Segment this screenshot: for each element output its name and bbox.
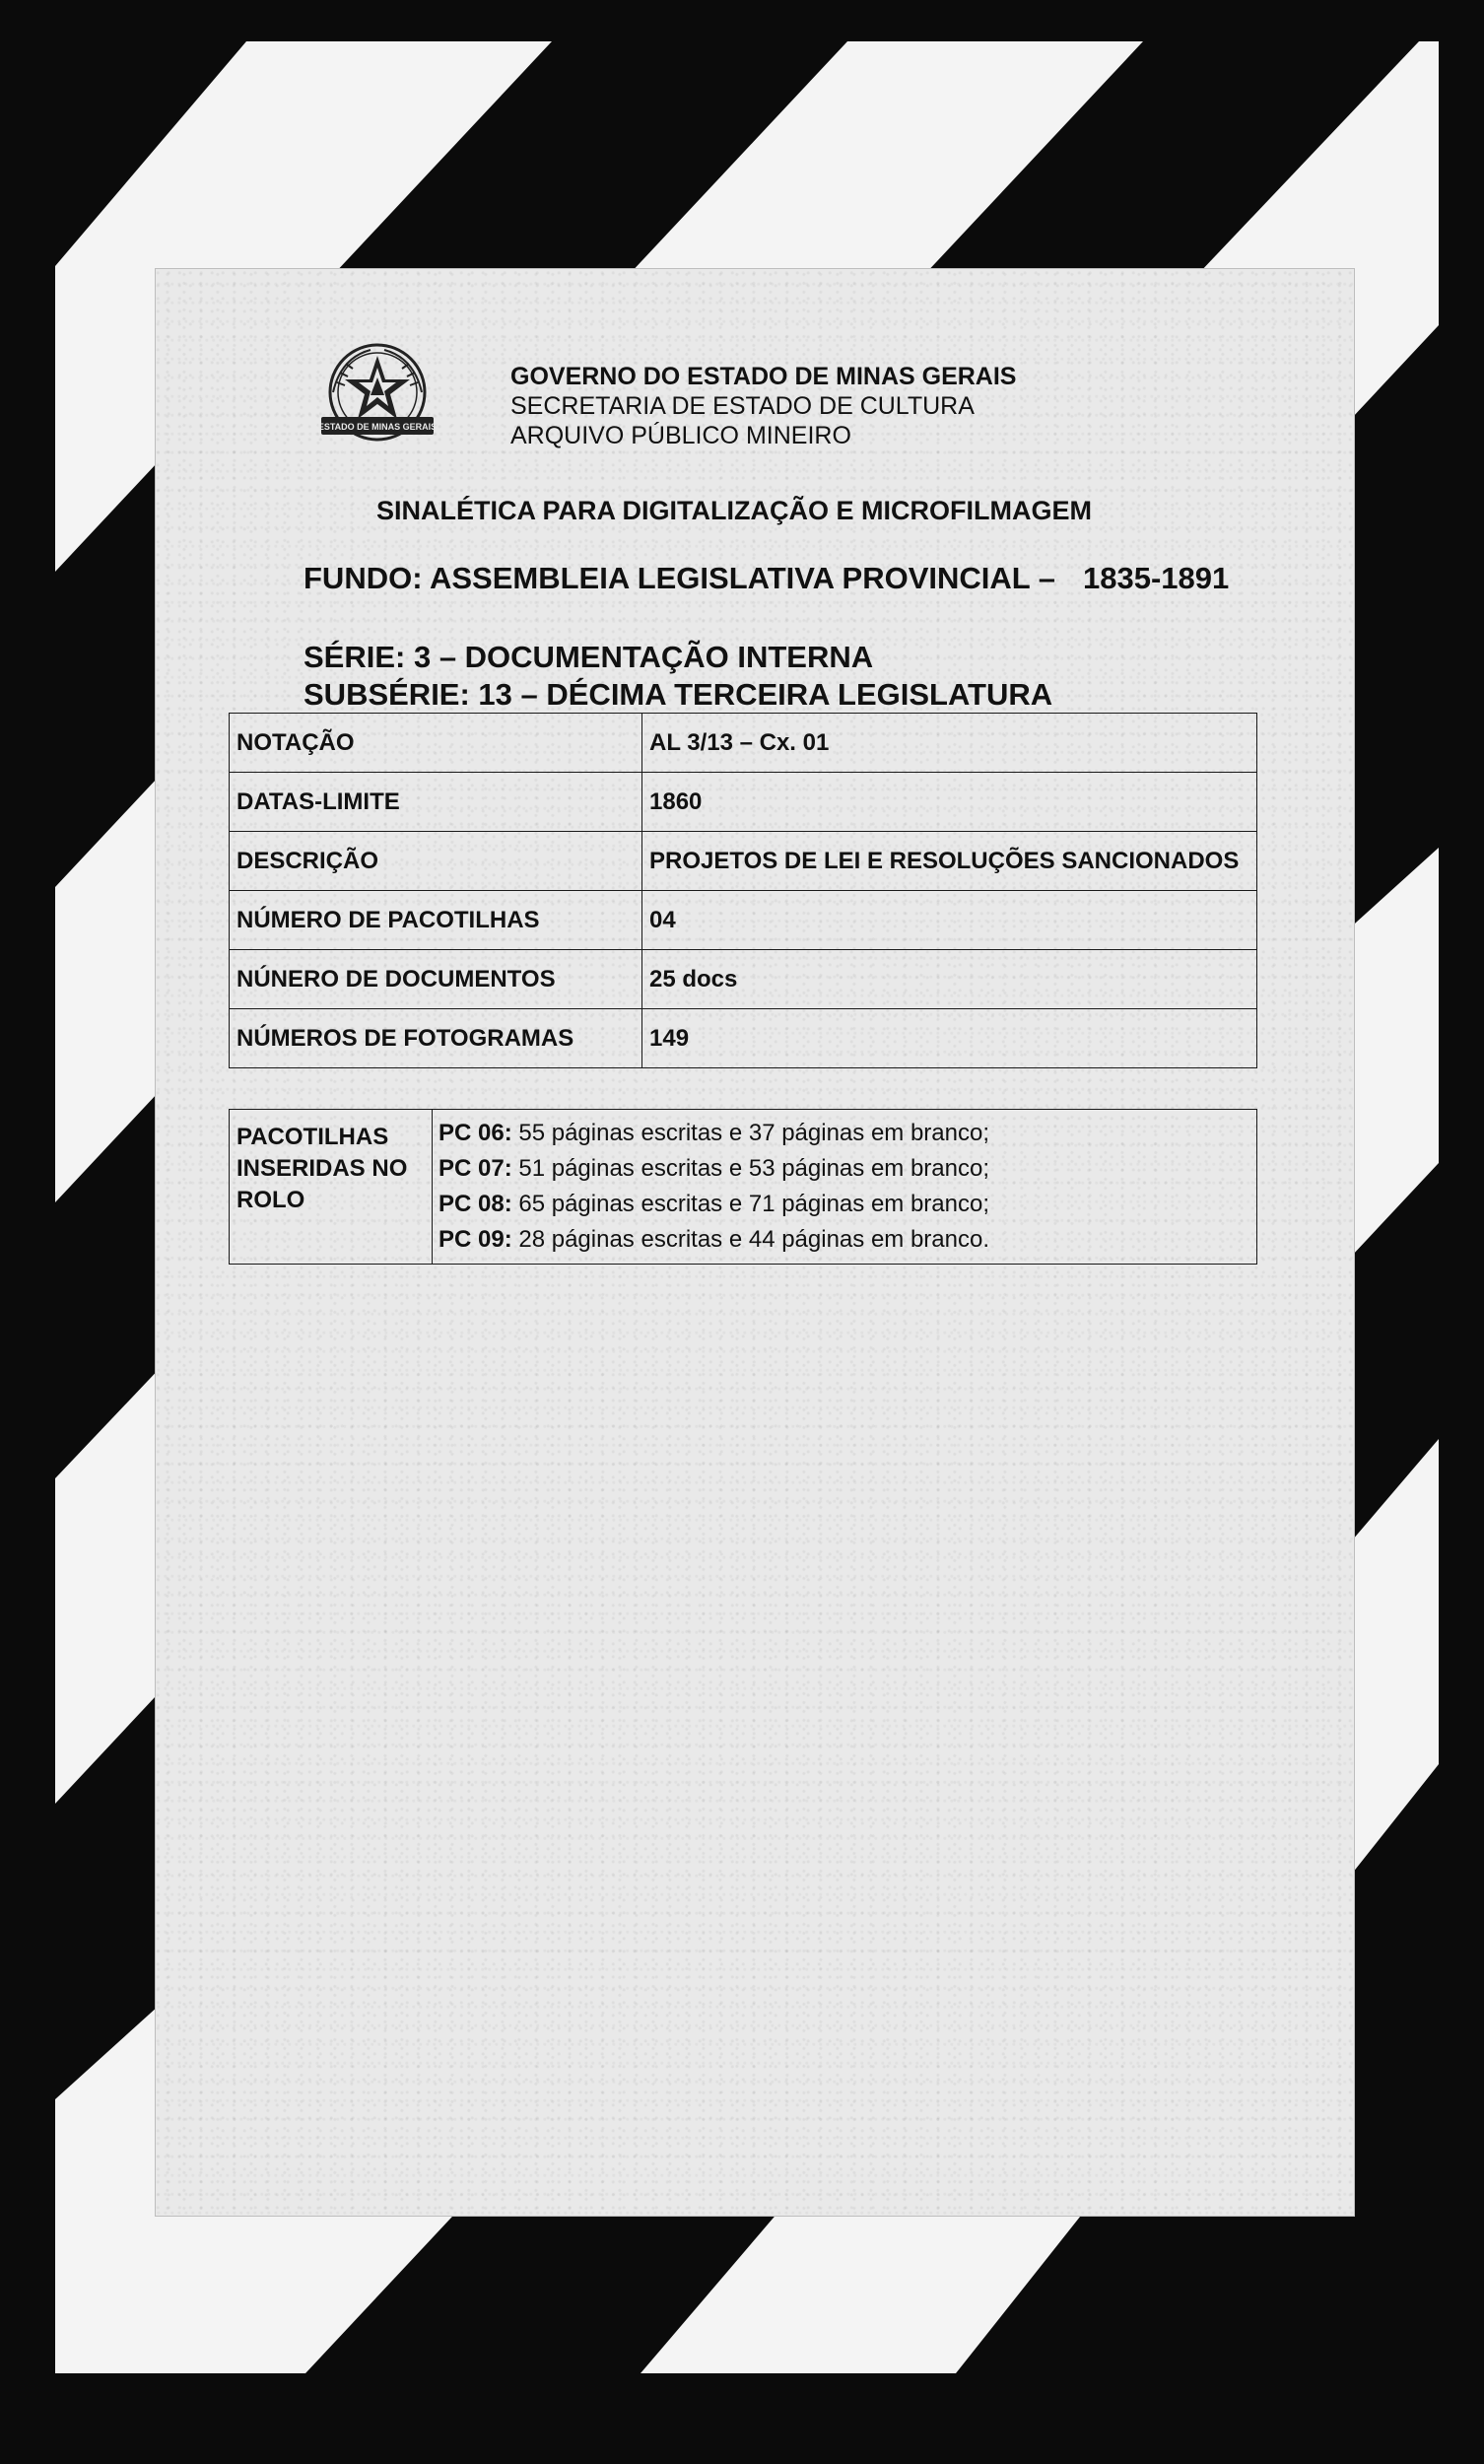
- fundo-label: FUNDO: ASSEMBLEIA LEGISLATIVA PROVINCIAL –: [304, 561, 1055, 595]
- field-label: NÚMEROS DE FOTOGRAMAS: [230, 1009, 642, 1068]
- serie-line: SÉRIE: 3 – DOCUMENTAÇÃO INTERNA: [304, 640, 874, 674]
- table-row: [230, 832, 1257, 891]
- fundo-line: [304, 561, 1229, 596]
- list-item: [438, 1222, 1256, 1258]
- state-seal-icon: [313, 338, 441, 456]
- pc-detail: 28 páginas escritas e 44 páginas em branco.: [511, 1226, 990, 1253]
- field-label: NÚMERO DE PACOTILHAS: [230, 891, 642, 950]
- seal-text: ESTADO DE MINAS GERAIS: [317, 422, 438, 432]
- pacotilhas-label-line: INSERIDAS NO: [236, 1155, 408, 1182]
- secretariat-name: SECRETARIA DE ESTADO DE CULTURA: [510, 392, 975, 420]
- pc-code: PC 08:: [438, 1191, 512, 1217]
- list-item: [438, 1116, 1256, 1151]
- field-label: DATAS-LIMITE: [230, 773, 642, 832]
- pacotilhas-label-line: ROLO: [236, 1187, 305, 1213]
- table-row: [230, 1009, 1257, 1068]
- table-row: [230, 714, 1257, 773]
- table-row: [230, 1110, 1257, 1265]
- pacotilhas-table: [229, 1109, 1257, 1265]
- field-value: AL 3/13 – Cx. 01: [642, 714, 1257, 773]
- field-value: 25 docs: [642, 950, 1257, 1009]
- list-item: [438, 1151, 1256, 1187]
- field-value: PROJETOS DE LEI E RESOLUÇÕES SANCIONADOS: [642, 832, 1257, 891]
- pacotilhas-label: [230, 1110, 433, 1265]
- pacotilhas-label-line: PACOTILHAS: [236, 1124, 389, 1150]
- field-value: 1860: [642, 773, 1257, 832]
- field-value: 04: [642, 891, 1257, 950]
- pacotilhas-list: [433, 1110, 1257, 1265]
- government-name: GOVERNO DO ESTADO DE MINAS GERAIS: [510, 363, 1017, 390]
- table-row: [230, 891, 1257, 950]
- pc-detail: 51 páginas escritas e 53 páginas em branco;: [511, 1155, 990, 1182]
- pc-code: PC 06:: [438, 1120, 512, 1146]
- table-row: [230, 950, 1257, 1009]
- archive-name: ARQUIVO PÚBLICO MINEIRO: [510, 422, 851, 449]
- field-label: DESCRIÇÃO: [230, 832, 642, 891]
- field-label: NOTAÇÃO: [230, 714, 642, 773]
- fundo-period: 1835-1891: [1082, 561, 1230, 595]
- pc-code: PC 09:: [438, 1226, 512, 1253]
- pc-detail: 65 páginas escritas e 71 páginas em branco;: [511, 1191, 990, 1217]
- metadata-table: [229, 713, 1257, 1068]
- subserie-line: SUBSÉRIE: 13 – DÉCIMA TERCEIRA LEGISLATURA: [304, 677, 1053, 712]
- document-sheet: [156, 269, 1354, 2216]
- table-row: [230, 773, 1257, 832]
- list-item: [438, 1187, 1256, 1222]
- field-value: 149: [642, 1009, 1257, 1068]
- pc-code: PC 07:: [438, 1155, 512, 1182]
- field-label: NÚNERO DE DOCUMENTOS: [230, 950, 642, 1009]
- page-title: SINALÉTICA PARA DIGITALIZAÇÃO E MICROFILMAGEM: [376, 496, 1092, 525]
- pc-detail: 55 páginas escritas e 37 páginas em branco;: [511, 1120, 990, 1146]
